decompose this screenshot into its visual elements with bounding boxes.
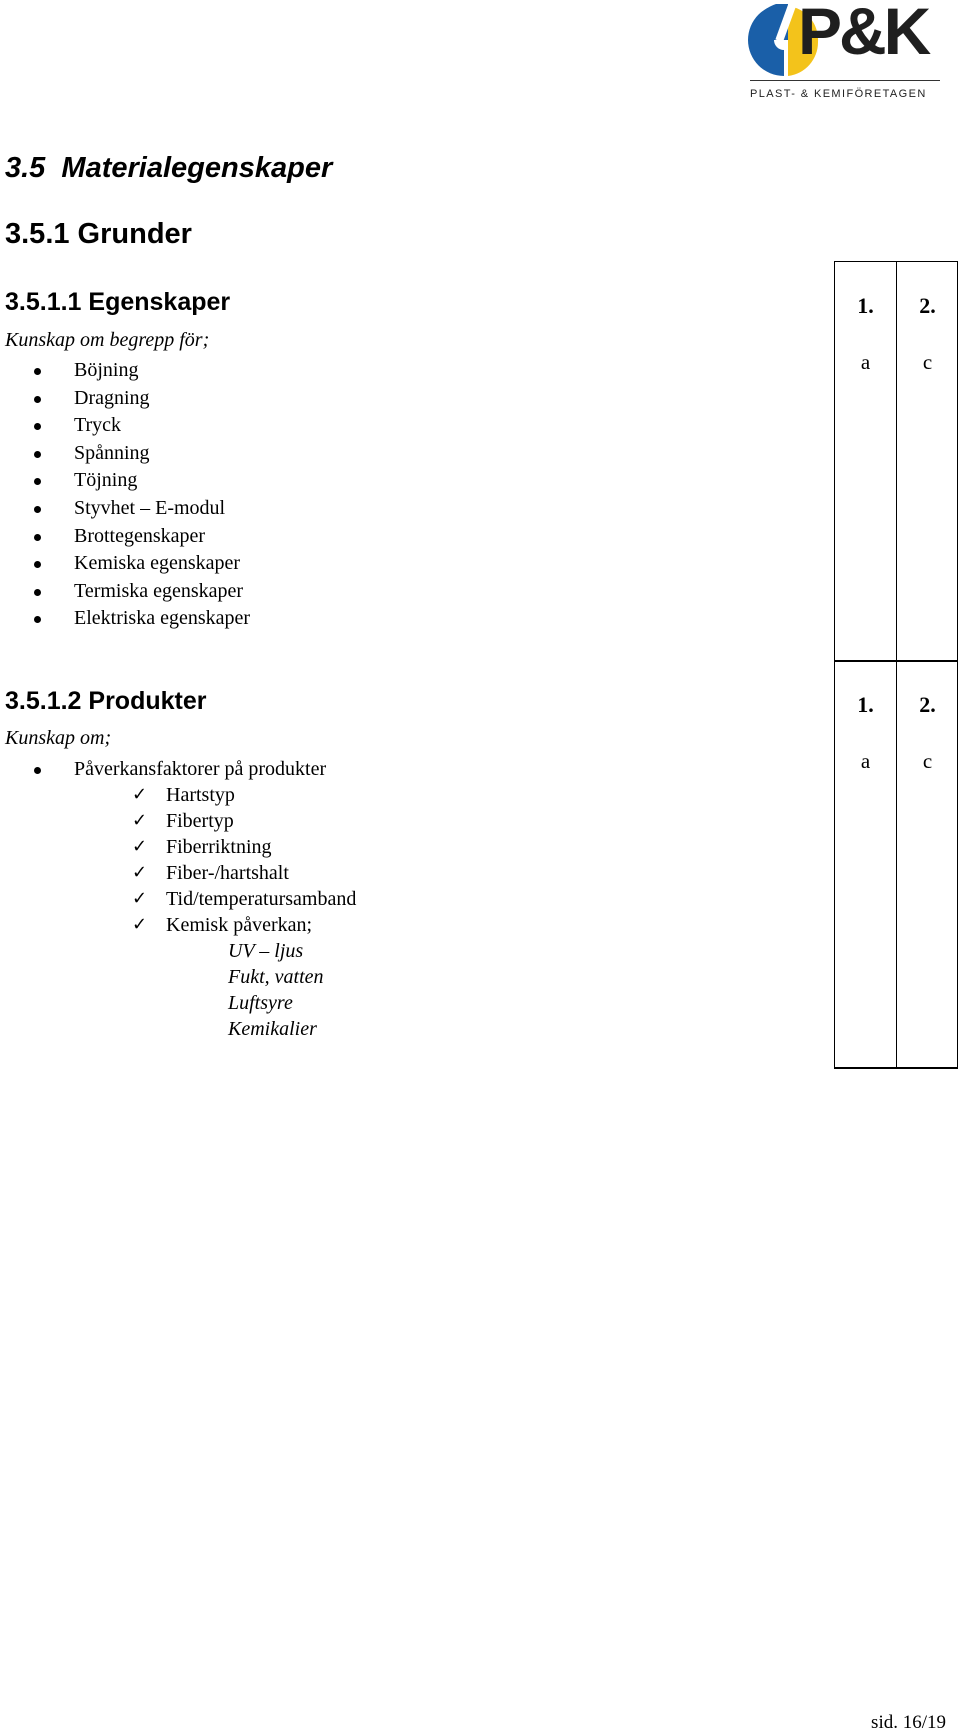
page-number: sid. 16/19: [871, 1712, 946, 1733]
sub-item: Luftsyre: [228, 992, 293, 1014]
grid-header-1: 1.: [857, 692, 874, 717]
sub-item: Fukt, vatten: [228, 966, 324, 988]
logo-divider: [750, 80, 940, 81]
list-item: Töjning: [34, 467, 250, 495]
pk-logo: [748, 2, 942, 104]
list-item: Kemiska egenskaper: [34, 550, 250, 578]
list-item: Böjning: [34, 357, 250, 385]
list-item: Spånning: [34, 440, 250, 468]
check-item: ✓ Fiber-/hartshalt: [132, 860, 356, 886]
check-item: ✓ Hartstyp: [132, 782, 356, 808]
subsection-heading: 3.5.1 Grunder: [5, 218, 192, 250]
egenskaper-list: [34, 357, 250, 633]
grid-header-1: 1.: [857, 293, 874, 318]
produkter-heading: 3.5.1.2 Produkter: [5, 687, 207, 715]
list-item: Styvhet – E-modul: [34, 495, 250, 523]
grid-header-2: 2.: [919, 293, 936, 318]
list-item: Tryck: [34, 412, 250, 440]
sub-item: UV – ljus: [228, 940, 304, 962]
list-item: Elektriska egenskaper: [34, 605, 250, 633]
grid-value-1: a: [860, 749, 871, 773]
grid-column-2: [897, 262, 958, 660]
grid-value-1: a: [860, 350, 871, 374]
egenskaper-heading: 3.5.1.1 Egenskaper: [5, 288, 231, 316]
check-item: ✓ Kemisk påverkan;: [132, 912, 356, 938]
section-heading: 3.5 Materialegenskaper: [5, 152, 333, 184]
produkter-list: [34, 756, 326, 784]
grid-value-2: c: [922, 749, 933, 773]
list-item: Dragning: [34, 385, 250, 413]
egenskaper-intro: Kunskap om begrepp för;: [5, 329, 210, 351]
list-item: Brottegenskaper: [34, 523, 250, 551]
produkter-checklist: [132, 782, 356, 938]
grid-column-2: [897, 661, 958, 1067]
check-item: ✓ Tid/temperatursamband: [132, 886, 356, 912]
check-item: ✓ Fibertyp: [132, 808, 356, 834]
egenskaper-level-grid: [834, 261, 958, 662]
sub-item: Kemikalier: [228, 1018, 317, 1040]
kemisk-paverkan-sublist: [228, 938, 324, 1042]
grid-header-2: 2.: [919, 692, 936, 717]
grid-value-2: c: [922, 350, 933, 374]
check-item: ✓ Fiberriktning: [132, 834, 356, 860]
logo-subtitle: PLAST- & KEMIFÖRETAGEN: [750, 88, 927, 100]
produkter-level-grid: [834, 660, 958, 1069]
list-item: Termiska egenskaper: [34, 578, 250, 606]
grid-column-1: [835, 661, 897, 1067]
grid-column-1: [835, 262, 897, 660]
logo-wordmark: P&K: [798, 0, 929, 68]
list-item: Påverkansfaktorer på produkter: [34, 756, 326, 784]
produkter-intro: Kunskap om;: [5, 727, 112, 749]
